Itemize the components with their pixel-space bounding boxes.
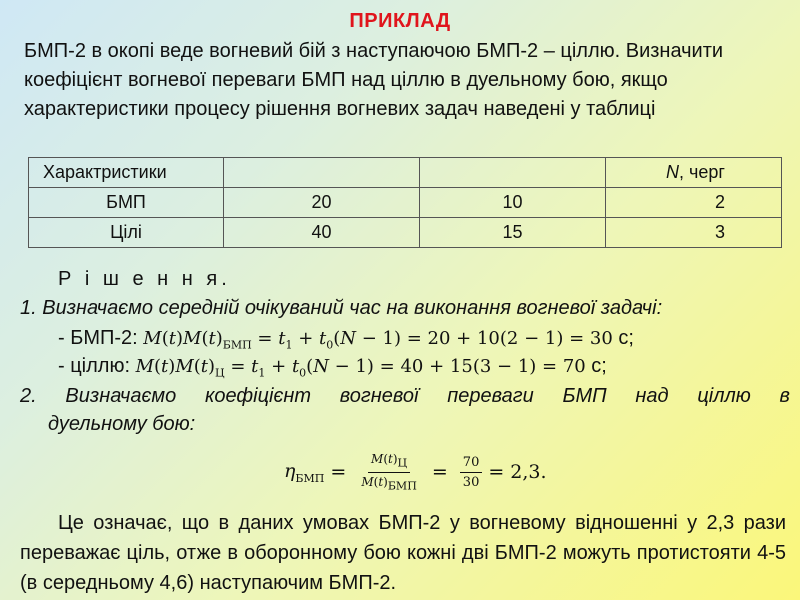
time-ratio-fraction	[358, 452, 419, 492]
header-cell: Характристики	[29, 158, 224, 188]
fraction-numerator: $M(t)_Ц$	[368, 452, 410, 472]
solution-step-1: 1. Визначаємо середній очікуваний час на виконання вогневої задачі:	[20, 297, 663, 319]
table-cell: 20	[224, 188, 420, 218]
target-label: - ціллю:	[58, 355, 131, 377]
table-cell: 40	[224, 218, 420, 248]
table-cell: 3	[606, 218, 782, 248]
table-row	[29, 188, 782, 218]
table-header-row	[29, 158, 782, 188]
formula-result: = 2,3.	[488, 461, 547, 483]
bmp-label: - БМП-2:	[58, 327, 138, 349]
bmp-formula: $M(t)M(t)_{БМП} = t_1 + t_0(N - 1) = 20 + 10(2 - 1) = 30$	[143, 328, 613, 352]
superiority-formula: $\eta_{БМП}$ = $\frac{M(t)_Ц}{M(t)_{БМП}}$ = $\frac{70}{30}$ = 2,3.	[284, 452, 547, 492]
solution-step-2: 2. Визначаємо коефіцієнт вогневої переваги БМП над ціллю в	[20, 385, 790, 407]
characteristics-table	[28, 157, 782, 248]
table-cell: 2	[606, 188, 782, 218]
table-cell: 15	[420, 218, 606, 248]
value-ratio-fraction	[460, 455, 483, 490]
problem-statement: БМП-2 в окопі веде вогневий бій з наступаючою БМП-2 – ціллю. Визначити коефіцієнт вогневої переваги БМП над ціллю в дуельному бою, якщо характеристики процесу рішення вогневих задач наведені у таблиці	[24, 40, 724, 120]
target-unit: с;	[591, 355, 607, 377]
table-cell: БМП	[29, 188, 224, 218]
bmp-time-line	[58, 327, 800, 352]
slide-title: ПРИКЛАД	[349, 10, 451, 32]
formula-lhs: $\eta_{БМП}$	[284, 459, 325, 485]
header-cell	[224, 158, 420, 188]
fraction-denominator: $M(t)_{БМП}$	[361, 474, 417, 492]
bmp-unit: с;	[618, 327, 634, 349]
fraction-denominator: 30	[462, 474, 480, 490]
target-formula: $M(t)M(t)_Ц = t_1 + t_0(N - 1) = 40 + 15(3 - 1) = 70$	[135, 356, 586, 380]
table-cell: 10	[420, 188, 606, 218]
conclusion-text: Це означає, що в даних умовах БМП-2 у вогневому відношенні у 2,3 рази переважає ціль, отже в оборонному бою кожні дві БМП-2 можуть протистояти 4-5 (в середньому 4,6) наступаючим БМП-2.	[20, 512, 786, 594]
solution-step-2-cont: дуельному бою:	[48, 413, 196, 435]
header-cell	[420, 158, 606, 188]
table-row	[29, 218, 782, 248]
header-cell-n: N, черг	[606, 158, 782, 188]
table-cell: Цілі	[29, 218, 224, 248]
target-time-line	[58, 355, 800, 380]
fraction-numerator: 70	[460, 455, 483, 473]
solution-heading: Р і ш е н н я.	[58, 268, 231, 290]
